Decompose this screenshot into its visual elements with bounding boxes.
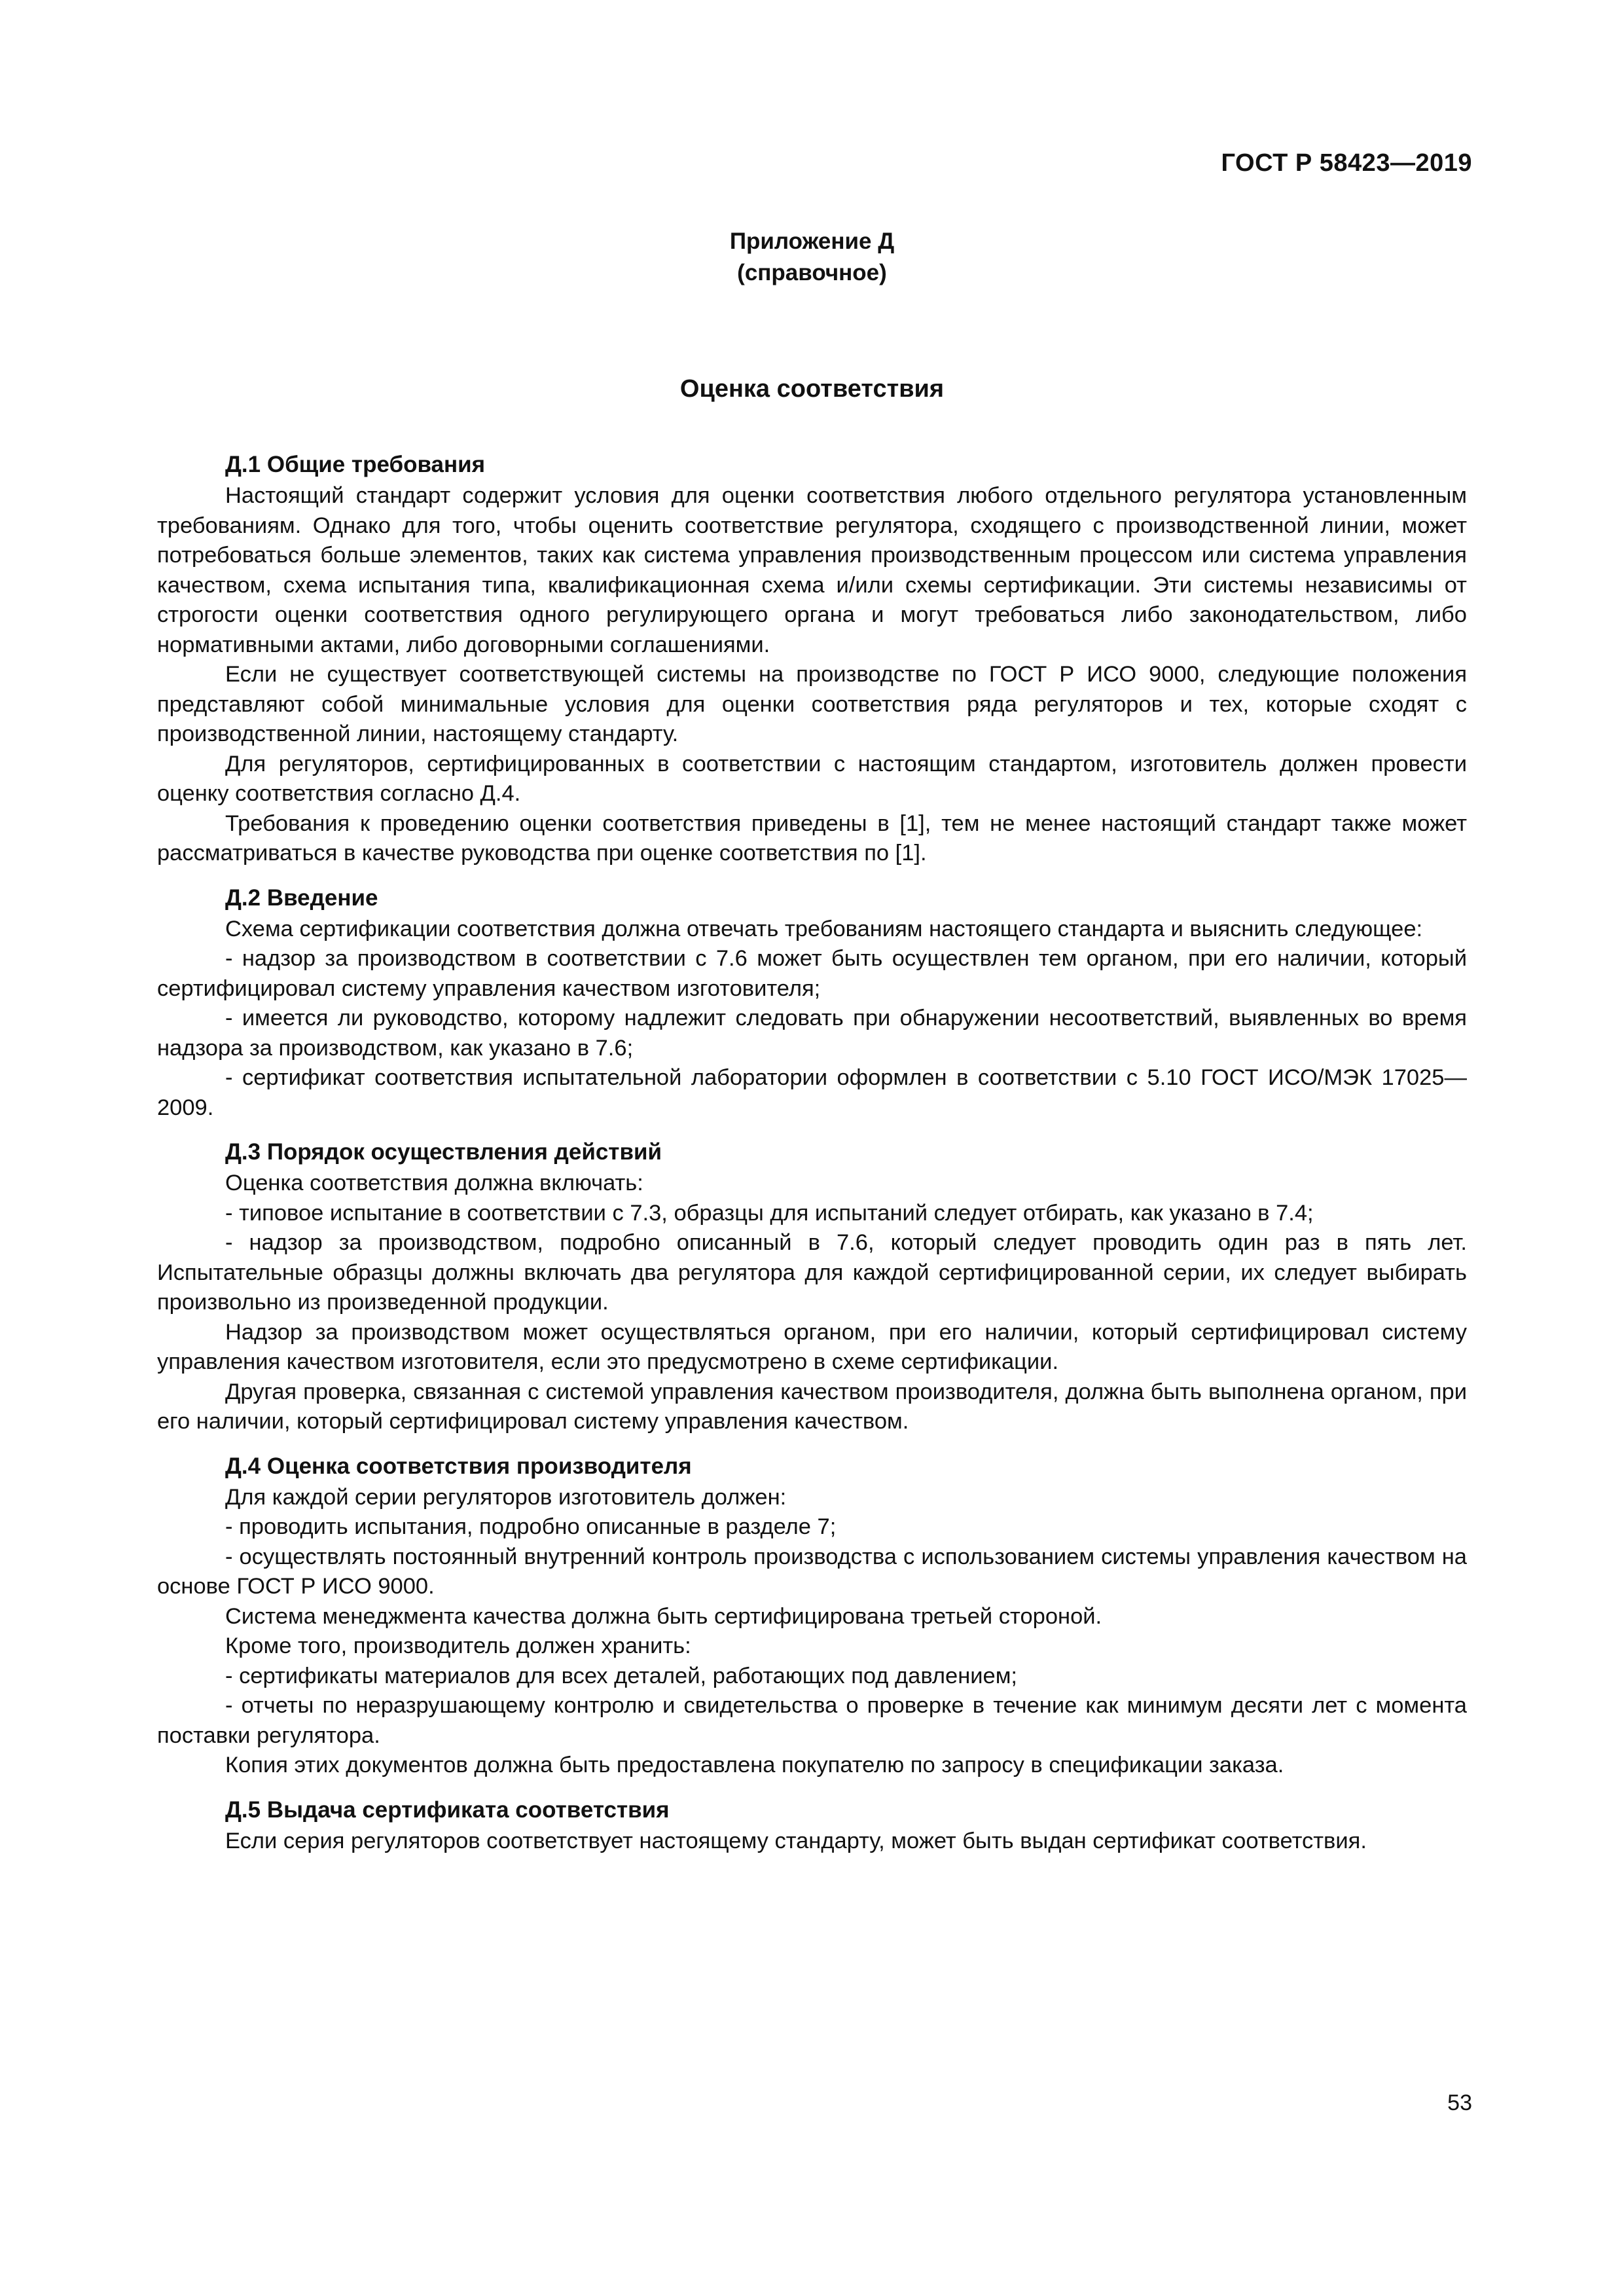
list-item: - осуществлять постоянный внутренний контроль производства с использованием системы управления качеством на основе ГОСТ Р ИСО 9000. — [157, 1544, 1467, 1599]
section-heading: Д.3 Порядок осуществления действий — [225, 1139, 662, 1165]
appendix-subtitle: (справочное) — [737, 260, 887, 285]
section-d4 — [157, 1450, 1467, 1781]
paragraph: Схема сертификации соответствия должна отвечать требованиям настоящего стандарта и выяснить следующее: — [225, 916, 1423, 941]
section-d2 — [157, 882, 1467, 1123]
section-spacer — [157, 1781, 1467, 1794]
document-body — [157, 448, 1467, 1856]
list-item: - сертификат соответствия испытательной лаборатории оформлен в соответствии с 5.10 ГОСТ ИСО/МЭК 17025—2009. — [157, 1065, 1467, 1120]
list-item: - типовое испытание в соответствии с 7.3, образцы для испытаний следует отбирать, как указано в 7.4; — [225, 1200, 1314, 1226]
paragraph: Если серия регуляторов соответствует настоящему стандарту, может быть выдан сертификат соответствия. — [225, 1828, 1367, 1853]
paragraph: Настоящий стандарт содержит условия для оценки соответствия любого отдельного регулятора установленным требованиям. Однако для того, чтобы оценить соответствие регулятора, сходящего с производственной линии, может потребоваться больше элементов, таких как система управления производственным процессом или система управления качеством, схема испытания типа, квалификационная схема и/или схемы сертификации. Эти системы независимы от строгости оценки соответствия одного регулирующего органа и могут требоваться либо законодательством, либо нормативными актами, либо договорными соглашениями. — [157, 483, 1467, 657]
list-item: - проводить испытания, подробно описанные в разделе 7; — [225, 1514, 837, 1539]
list-item: - надзор за производством, подробно описанный в 7.6, который следует проводить один раз в пять лет. Испытательные образцы должны включать два регулятора для каждой сертифицированной серии, их следует выбирать произвольно из произведенной продукции. — [157, 1230, 1467, 1315]
section-d3 — [157, 1136, 1467, 1437]
paragraph: Система менеджмента качества должна быть сертифицирована третьей стороной. — [225, 1603, 1102, 1629]
section-heading: Д.2 Введение — [225, 884, 378, 911]
section-heading: Д.1 Общие требования — [225, 452, 486, 477]
paragraph: Если не существует соответствующей системы на производстве по ГОСТ Р ИСО 9000, следующие положения представляют собой минимальные условия для оценки соответствия ряда регуляторов и тех, которые сходят с производственной линии, настоящему стандарту. — [157, 662, 1467, 746]
main-title: Оценка соответствия — [679, 375, 945, 403]
document-code: ГОСТ Р 58423—2019 — [1221, 149, 1472, 177]
section-d1 — [157, 448, 1467, 869]
paragraph: Другая проверка, связанная с системой управления качеством производителя, должна быть выполнена органом, при его наличии, который сертифицировал систему управления качеством. — [157, 1379, 1467, 1434]
paragraph: Копия этих документов должна быть предоставлена покупателю по запросу в спецификации заказа. — [225, 1753, 1284, 1777]
list-item: - надзор за производством в соответствии с 7.6 может быть осуществлен тем органом, при его наличии, который сертифицировал систему управления качеством изготовителя; — [157, 946, 1467, 1001]
section-spacer — [157, 1123, 1467, 1136]
paragraph: Оценка соответствия должна включать: — [225, 1171, 643, 1195]
section-heading: Д.5 Выдача сертификата соответствия — [225, 1796, 670, 1823]
list-item: - отчеты по неразрушающему контролю и свидетельства о проверке в течение как минимум десяти лет с момента поставки регулятора. — [157, 1693, 1467, 1748]
list-item: - имеется ли руководство, которому надлежит следовать при обнаружении несоответствий, выявленных во время надзора за производством, как указано в 7.6; — [157, 1006, 1467, 1061]
section-spacer — [157, 869, 1467, 882]
paragraph: Кроме того, производитель должен хранить: — [225, 1633, 691, 1658]
list-item: - сертификаты материалов для всех деталей, работающих под давлением; — [225, 1663, 1018, 1688]
paragraph: Надзор за производством может осуществляться органом, при его наличии, который сертифицировал систему управления качеством изготовителя, если это предусмотрено в схеме сертификации. — [157, 1319, 1467, 1374]
paragraph: Для регуляторов, сертифицированных в соответствии с настоящим стандартом, изготовитель должен провести оценку соответствия согласно Д.4. — [157, 751, 1467, 806]
appendix-title: Приложение Д — [729, 228, 895, 254]
paragraph: Для каждой серии регуляторов изготовитель должен: — [225, 1484, 787, 1510]
section-heading: Д.4 Оценка соответствия производителя — [225, 1453, 692, 1479]
appendix-heading — [0, 226, 1624, 289]
section-spacer — [157, 1437, 1467, 1450]
section-d5 — [157, 1794, 1467, 1857]
page-number: 53 — [1447, 2090, 1472, 2115]
paragraph: Требования к проведению оценки соответствия приведены в [1], тем не менее настоящий стандарт также может рассматриваться в качестве руководства при оценке соответствия по [1]. — [157, 811, 1467, 866]
